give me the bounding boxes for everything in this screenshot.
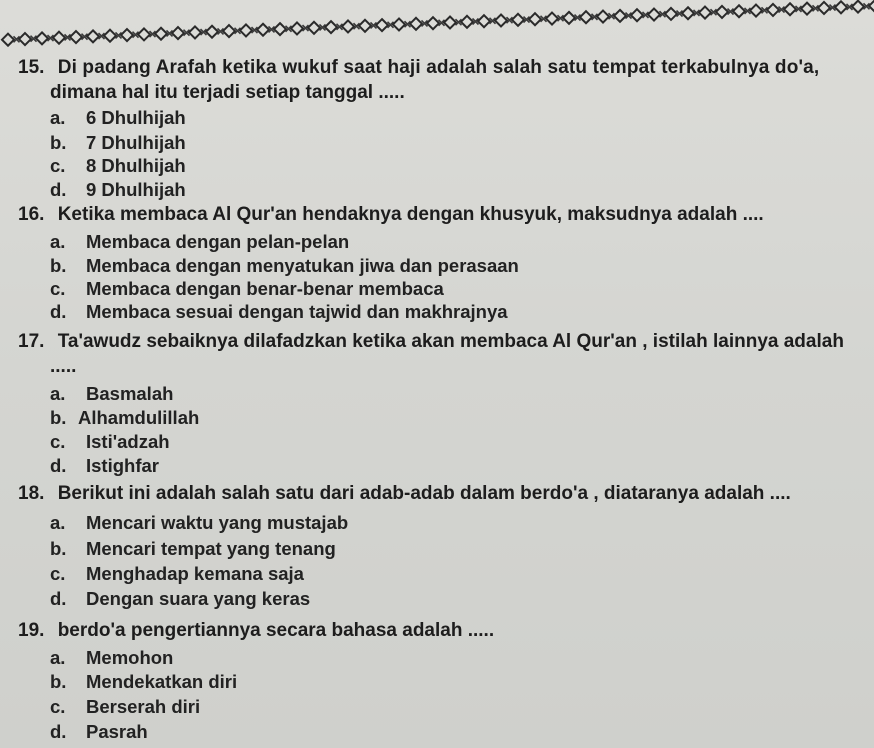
border-motif [444,16,462,28]
border-motif [342,20,360,32]
border-motif [852,1,870,13]
question-16 [18,204,764,226]
question-18 [18,483,791,505]
border-motif [53,32,71,44]
border-motif [87,30,105,42]
border-motif [2,34,20,46]
border-motif [427,17,445,29]
border-motif [410,18,428,30]
border-motif [393,18,411,30]
border-motif [223,25,241,37]
border-motif [291,22,309,34]
border-motif [172,27,190,39]
border-motif [682,7,700,19]
option-16b[interactable]: b. Membaca dengan menyatukan jiwa dan perasaan [50,255,519,276]
border-motif [495,15,513,27]
border-motif [19,33,37,45]
border-motif [733,5,751,17]
question-text: berdo'a pengertiannya secara bahasa adalah ..... [57,620,495,641]
border-motif [818,2,836,14]
option-18b[interactable]: b. Mencari tempat yang tenang [50,538,336,559]
question-19 [18,620,494,642]
option-18a[interactable]: a. Mencari waktu yang mustajab [50,512,349,533]
option-19d[interactable]: d. Pasrah [50,721,148,742]
question-number: 19. [18,620,45,641]
question-text: Berikut ini adalah salah satu dari adab-adab dalam berdo'a , diataranya adalah .... [57,483,791,504]
option-16d[interactable]: d. Membaca sesuai dengan tajwid dan makhrajnya [50,301,508,322]
decorative-border [0,0,874,48]
border-motif [478,15,496,27]
question-number: 18. [18,483,45,504]
border-motif [631,9,649,21]
option-15a[interactable]: a. 6 Dhulhijah [50,107,186,128]
option-15d[interactable]: d. 9 Dhulhijah [50,179,186,200]
border-motif [325,21,343,33]
question-number: 15. [18,57,45,78]
option-19a[interactable]: a. Memohon [50,647,174,668]
border-motif [699,7,717,19]
question-text: Ketika membaca Al Qur'an hendaknya dengan khusyuk, maksudnya adalah .... [57,204,764,225]
option-17b[interactable]: b. Alhamdulillah [50,407,200,428]
question-17-continuation: ..... [50,356,77,377]
border-motif [529,13,547,25]
option-15c[interactable]: c. 8 Dhulhijah [50,155,186,176]
border-motif [716,6,734,18]
option-16c[interactable]: c. Membaca dengan benar-benar membaca [50,278,444,299]
border-motif [461,16,479,28]
question-15 [18,57,819,79]
option-17c[interactable]: c. Isti'adzah [50,431,170,452]
border-motif [512,14,530,26]
question-number: 17. [18,331,45,352]
question-text: Di padang Arafah ketika wukuf saat haji adalah salah satu tempat terkabulnya do'a, [57,57,820,78]
border-motif [767,4,785,16]
option-18c[interactable]: c. Menghadap kemana saja [50,563,304,584]
border-motif [546,13,564,25]
border-motif [104,30,122,42]
border-motif [274,23,292,35]
border-motif [189,26,207,38]
border-motif [597,11,615,23]
border-motif [308,22,326,34]
border-motif [563,12,581,24]
border-motif [36,32,54,44]
border-motif [257,24,275,36]
option-16a[interactable]: a. Membaca dengan pelan-pelan [50,231,350,252]
border-motif [138,28,156,40]
border-motif [155,28,173,40]
border-motif [784,3,802,15]
option-18d[interactable]: d. Dengan suara yang keras [50,588,311,609]
option-15b[interactable]: b. 7 Dhulhijah [50,132,186,153]
border-motif [750,5,768,17]
border-motif [648,9,666,21]
border-motif [240,24,258,36]
border-motif [121,29,139,41]
border-motif [665,8,683,20]
border-motif [376,19,394,31]
border-motif [835,1,853,13]
question-number: 16. [18,204,45,225]
option-17a[interactable]: a. Basmalah [50,383,174,404]
border-motif [70,31,88,43]
border-motif [359,20,377,32]
border-motif [206,26,224,38]
border-motif [580,11,598,23]
question-text: Ta'awudz sebaiknya dilafadzkan ketika akan membaca Al Qur'an , istilah lainnya adalah [57,331,844,352]
border-motif [869,0,874,12]
option-17d[interactable]: d. Istighfar [50,455,159,476]
border-motif [801,3,819,15]
option-19b[interactable]: b. Mendekatkan diri [50,671,238,692]
border-motif [614,10,632,22]
question-17 [18,331,844,353]
question-15-continuation: dimana hal itu terjadi setiap tanggal ..... [50,82,405,103]
option-19c[interactable]: c. Berserah diri [50,696,201,717]
